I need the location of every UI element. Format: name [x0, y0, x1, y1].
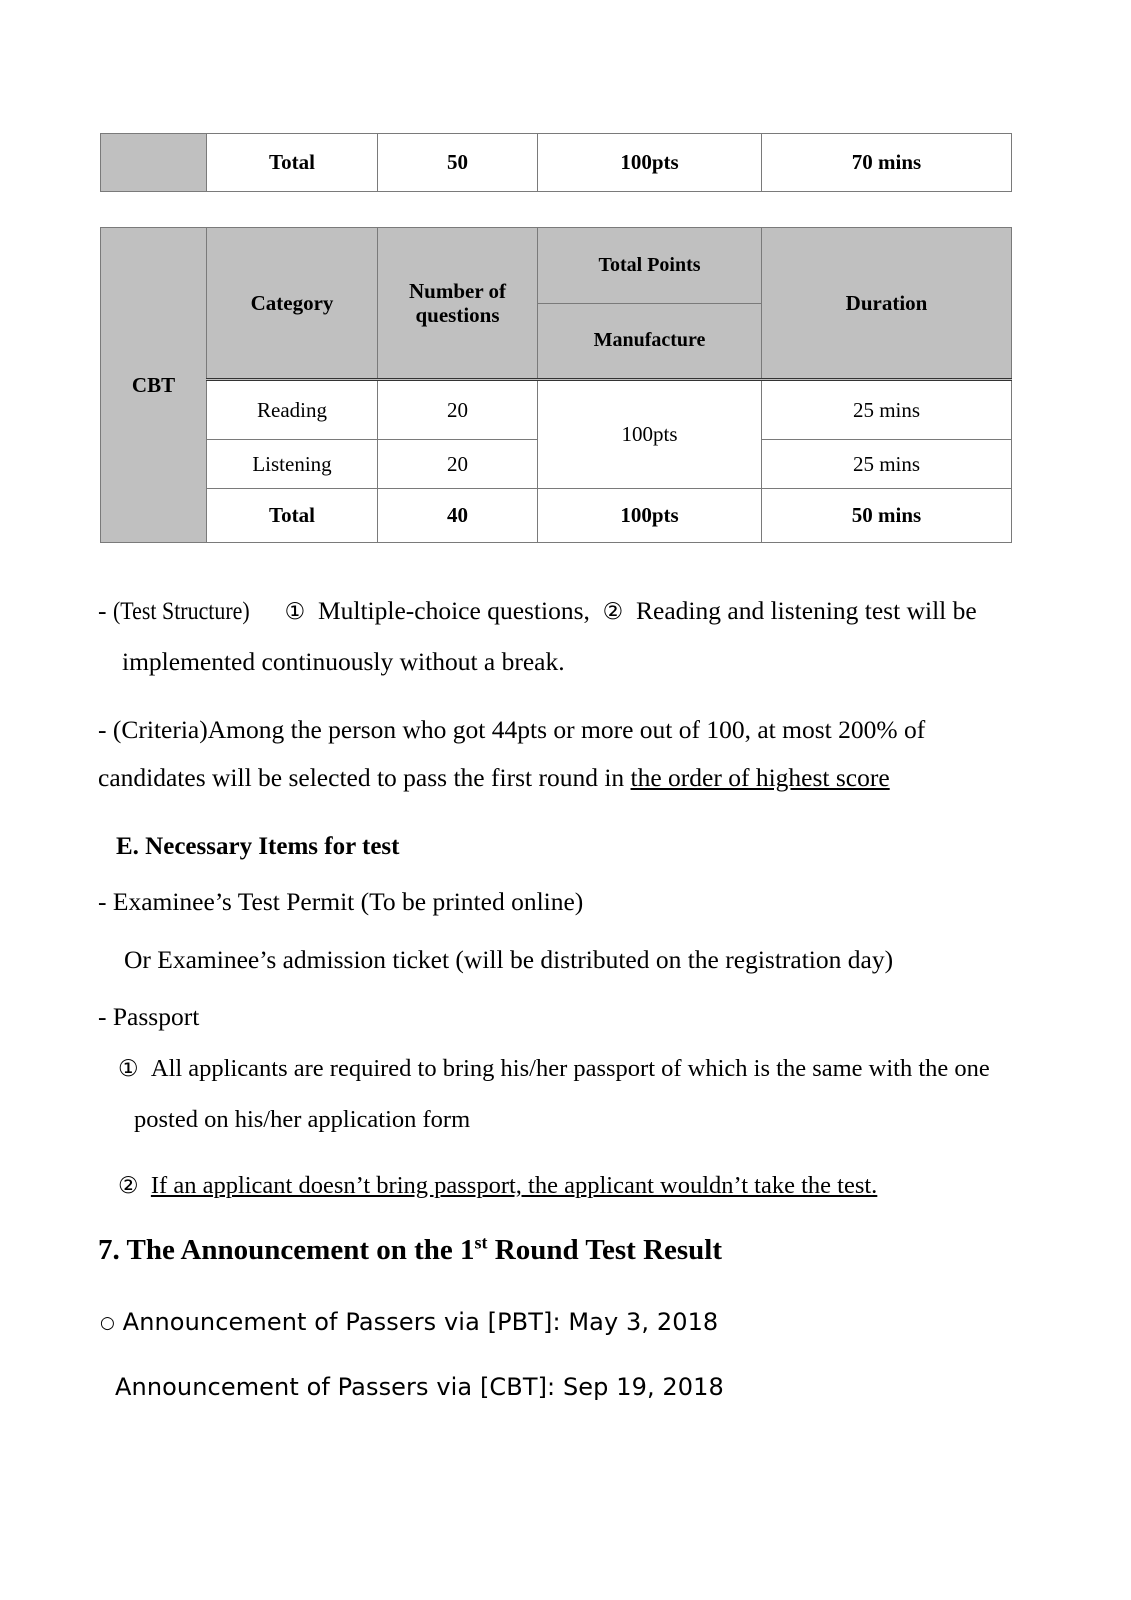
announcement-cbt-line: Announcement of Passers via [CBT]: Sep 19, 2018	[115, 1373, 724, 1401]
cbt-table	[100, 227, 1012, 543]
criteria-line-2	[98, 752, 890, 803]
pbt-total-table	[100, 133, 1012, 192]
cbt-header-manufacture: Manufacture	[593, 329, 706, 352]
passport-note-1-line-1	[118, 1043, 990, 1095]
cbt-header-number-line1: Number of	[408, 278, 507, 303]
announcement-pbt-line	[100, 1297, 718, 1349]
pbt-total-blank-cell	[101, 134, 207, 192]
circled-two-icon: ②	[602, 599, 624, 625]
cbt-row-label: CBT	[101, 228, 207, 543]
table-row	[101, 489, 1012, 543]
cbt-cell-duration-total: 50 mins	[762, 489, 1012, 543]
item-passport: - Passport	[98, 1002, 200, 1031]
criteria-line-2-plain: candidates will be selected to pass the first round in	[98, 763, 631, 792]
cbt-header-row	[101, 228, 1012, 380]
pbt-total-questions: 50	[378, 134, 538, 192]
section-e-heading: E. Necessary Items for test	[116, 833, 400, 860]
item-test-permit: - Examinee’s Test Permit (To be printed online)	[98, 887, 584, 916]
bullet-circle-icon: ○	[100, 1313, 115, 1333]
cbt-cell-questions-total: 40	[378, 489, 538, 543]
section-7-title-b: Round Test Result	[487, 1234, 723, 1266]
cbt-cell-category-total: Total	[207, 489, 378, 543]
section-7-heading	[98, 1225, 722, 1276]
cbt-header-number-of-questions	[378, 228, 538, 380]
dash-prefix: -	[98, 596, 113, 625]
passport-note-2-text: If an applicant doesn’t bring passport, the applicant wouldn’t take the test.	[150, 1172, 878, 1199]
ordinal-suffix: st	[474, 1232, 488, 1253]
cbt-cell-category-listening: Listening	[207, 440, 378, 489]
table-row	[101, 134, 1012, 192]
test-structure-line-2: implemented continuously without a break.	[122, 647, 565, 676]
criteria-line-1: - (Criteria)Among the person who got 44pts or more out of 100, at most 200% of	[98, 715, 926, 744]
cbt-header-number-line2: questions	[415, 303, 500, 327]
cbt-header-total-points-cell	[538, 228, 762, 380]
cbt-cell-points-merged: 100pts	[538, 380, 762, 489]
cbt-header-duration: Duration	[762, 228, 1012, 380]
test-structure-item-1: Multiple-choice questions,	[317, 596, 590, 625]
pbt-total-duration: 70 mins	[762, 134, 1012, 192]
cbt-header-category: Category	[207, 228, 378, 380]
section-7-number: 7.	[98, 1234, 127, 1266]
passport-note-1-text: All applicants are required to bring his/her passport of which is the same with the one	[150, 1055, 990, 1082]
cbt-cell-duration-listening: 25 mins	[762, 440, 1012, 489]
cbt-cell-points-total: 100pts	[538, 489, 762, 543]
test-structure-item-2: Reading and listening test will be	[636, 596, 977, 625]
circled-one-icon: ①	[118, 1056, 139, 1082]
cbt-header-total-points: Total Points	[538, 228, 761, 304]
pbt-total-points: 100pts	[538, 134, 762, 192]
pbt-total-label: Total	[207, 134, 378, 192]
passport-note-1-line-2: posted on his/her application form	[134, 1106, 471, 1133]
test-structure-line-1	[98, 585, 977, 638]
section-7-title-a: The Announcement on the 1	[126, 1234, 475, 1266]
item-admission-ticket: Or Examinee’s admission ticket (will be distributed on the registration day)	[124, 945, 894, 974]
passport-note-2	[118, 1160, 877, 1212]
criteria-line-2-underlined: the order of highest score	[630, 763, 890, 792]
test-structure-label: (Test Structure)	[112, 596, 250, 625]
cbt-cell-questions-reading: 20	[378, 380, 538, 440]
announcement-pbt-text: Announcement of Passers via [PBT]: May 3, 2018	[122, 1308, 719, 1336]
circled-one-icon: ①	[284, 599, 306, 625]
table-row	[101, 380, 1012, 440]
circled-two-icon: ②	[118, 1173, 139, 1199]
cbt-cell-category-reading: Reading	[207, 380, 378, 440]
cbt-cell-questions-listening: 20	[378, 440, 538, 489]
cbt-cell-duration-reading: 25 mins	[762, 380, 1012, 440]
